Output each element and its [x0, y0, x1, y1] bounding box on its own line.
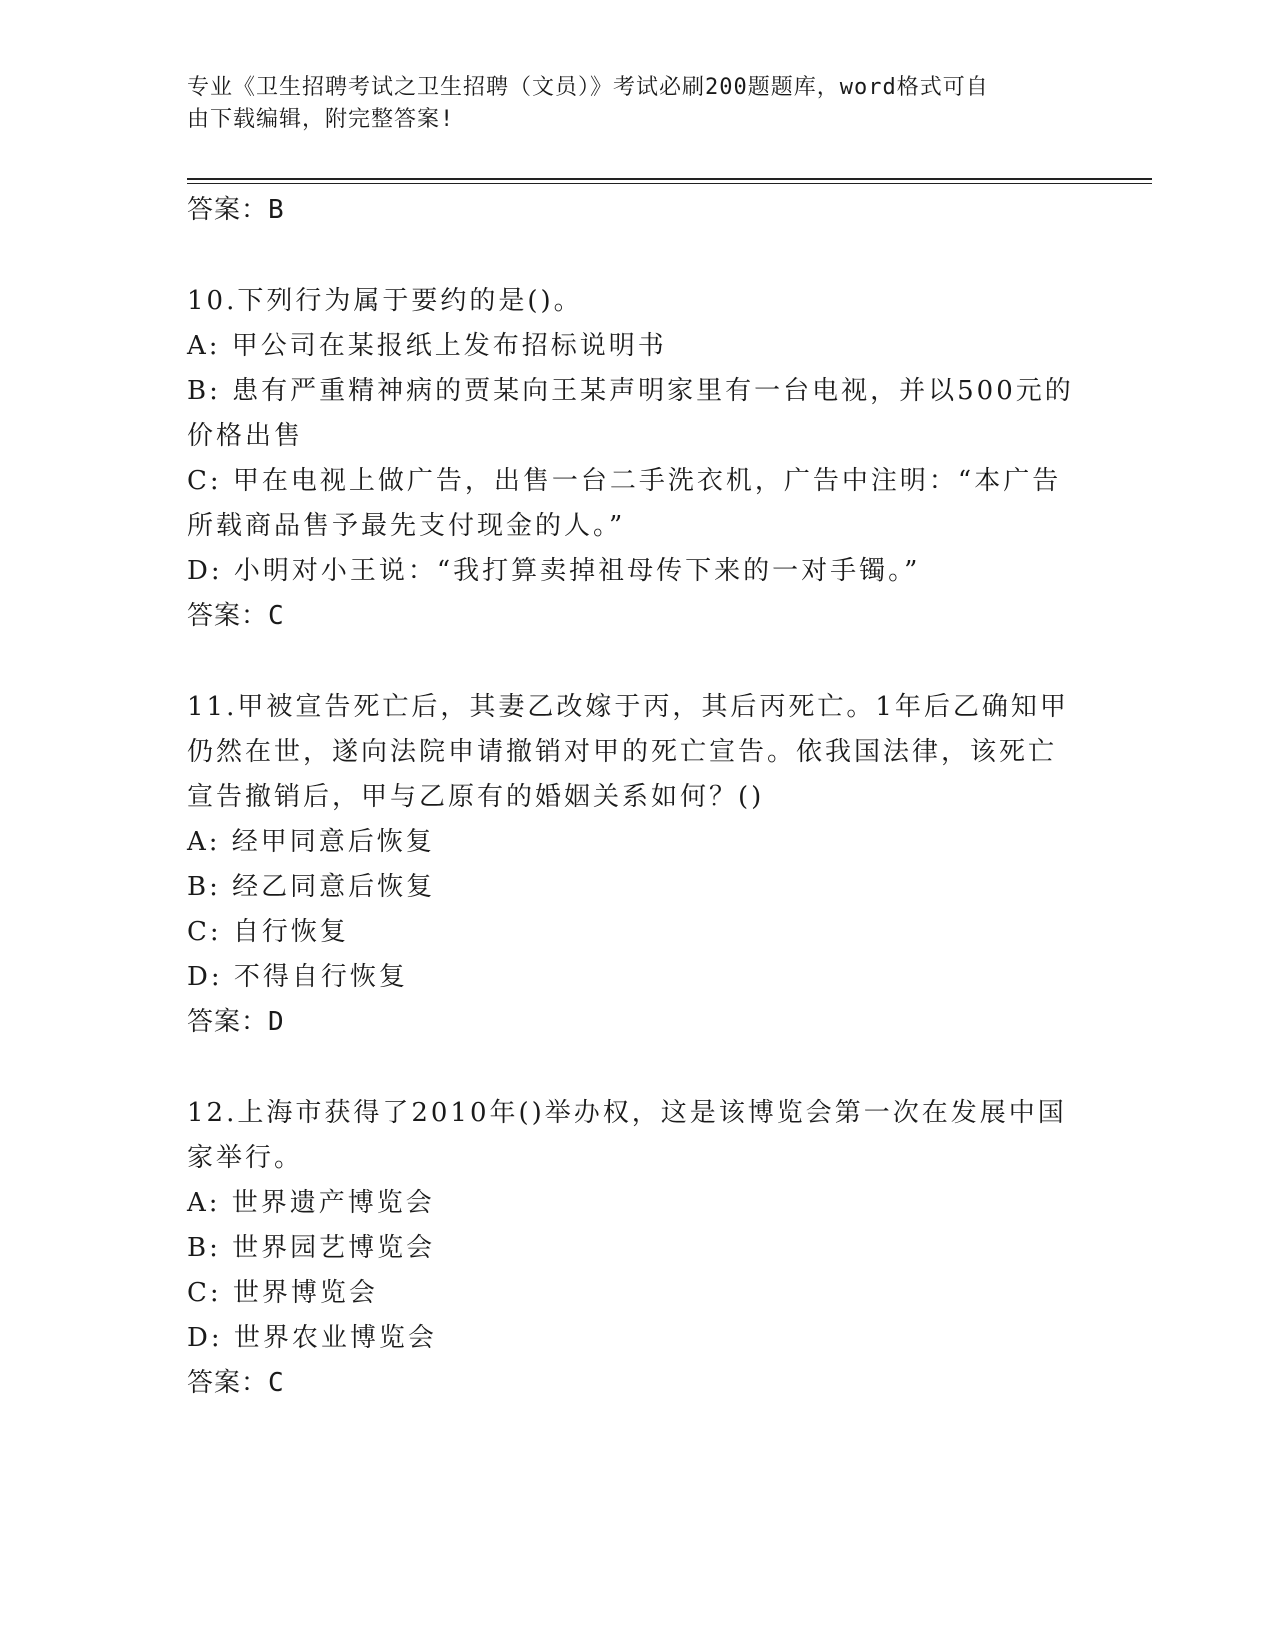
option-d: D: 世界农业博览会	[187, 1323, 437, 1353]
previous-answer: 答案：B	[187, 195, 285, 225]
option-b: B: 世界园艺博览会	[187, 1233, 436, 1263]
question-stem-line: 宣告撤销后，甲与乙原有的婚姻关系如何？()	[187, 782, 765, 812]
option-b: B: 患有严重精神病的贾某向王某声明家里有一台电视，并以500元的	[187, 376, 1074, 406]
option-a: A: 甲公司在某报纸上发布招标说明书	[187, 331, 667, 361]
question-stem-line: 12.上海市获得了2010年()举办权，这是该博览会第一次在发展中国	[187, 1098, 1067, 1128]
page-header	[187, 72, 1087, 136]
option-c-cont: 所载商品售予最先支付现金的人。”	[187, 511, 626, 541]
spacer	[187, 233, 1087, 279]
question-12	[187, 1091, 1087, 1406]
question-11	[187, 685, 1087, 1045]
question-list	[187, 188, 1087, 1406]
option-a: A: 经甲同意后恢复	[187, 827, 435, 857]
option-c: C: 甲在电视上做广告，出售一台二手洗衣机，广告中注明：“本广告	[187, 466, 1062, 496]
question-stem-line: 10.下列行为属于要约的是()。	[187, 286, 583, 316]
option-a: A: 世界遗产博览会	[187, 1188, 435, 1218]
header-divider-thick	[187, 178, 1152, 180]
spacer	[187, 1045, 1087, 1091]
option-b: B: 经乙同意后恢复	[187, 872, 436, 902]
question-stem-line: 11.甲被宣告死亡后，其妻乙改嫁于丙，其后丙死亡。1年后乙确知甲	[187, 692, 1069, 722]
question-10	[187, 279, 1087, 639]
option-d: D: 不得自行恢复	[187, 962, 408, 992]
header-divider-thin	[187, 183, 1152, 184]
option-c: C: 世界博览会	[187, 1278, 378, 1308]
option-b-cont: 价格出售	[187, 421, 304, 451]
answer: 答案：C	[187, 1368, 285, 1398]
question-stem-line: 家举行。	[187, 1143, 304, 1173]
question-stem-line: 仍然在世，遂向法院申请撤销对甲的死亡宣告。依我国法律，该死亡	[187, 737, 1058, 767]
header-line-2: 由下载编辑，附完整答案!	[187, 107, 455, 132]
option-d: D: 小明对小王说：“我打算卖掉祖母传下来的一对手镯。”	[187, 556, 921, 586]
option-c: C: 自行恢复	[187, 917, 349, 947]
answer: 答案：C	[187, 601, 285, 631]
spacer	[187, 639, 1087, 685]
header-line-1: 专业《卫生招聘考试之卫生招聘（文员）》考试必刷200题题库，word格式可自	[187, 75, 989, 100]
answer: 答案：D	[187, 1007, 285, 1037]
